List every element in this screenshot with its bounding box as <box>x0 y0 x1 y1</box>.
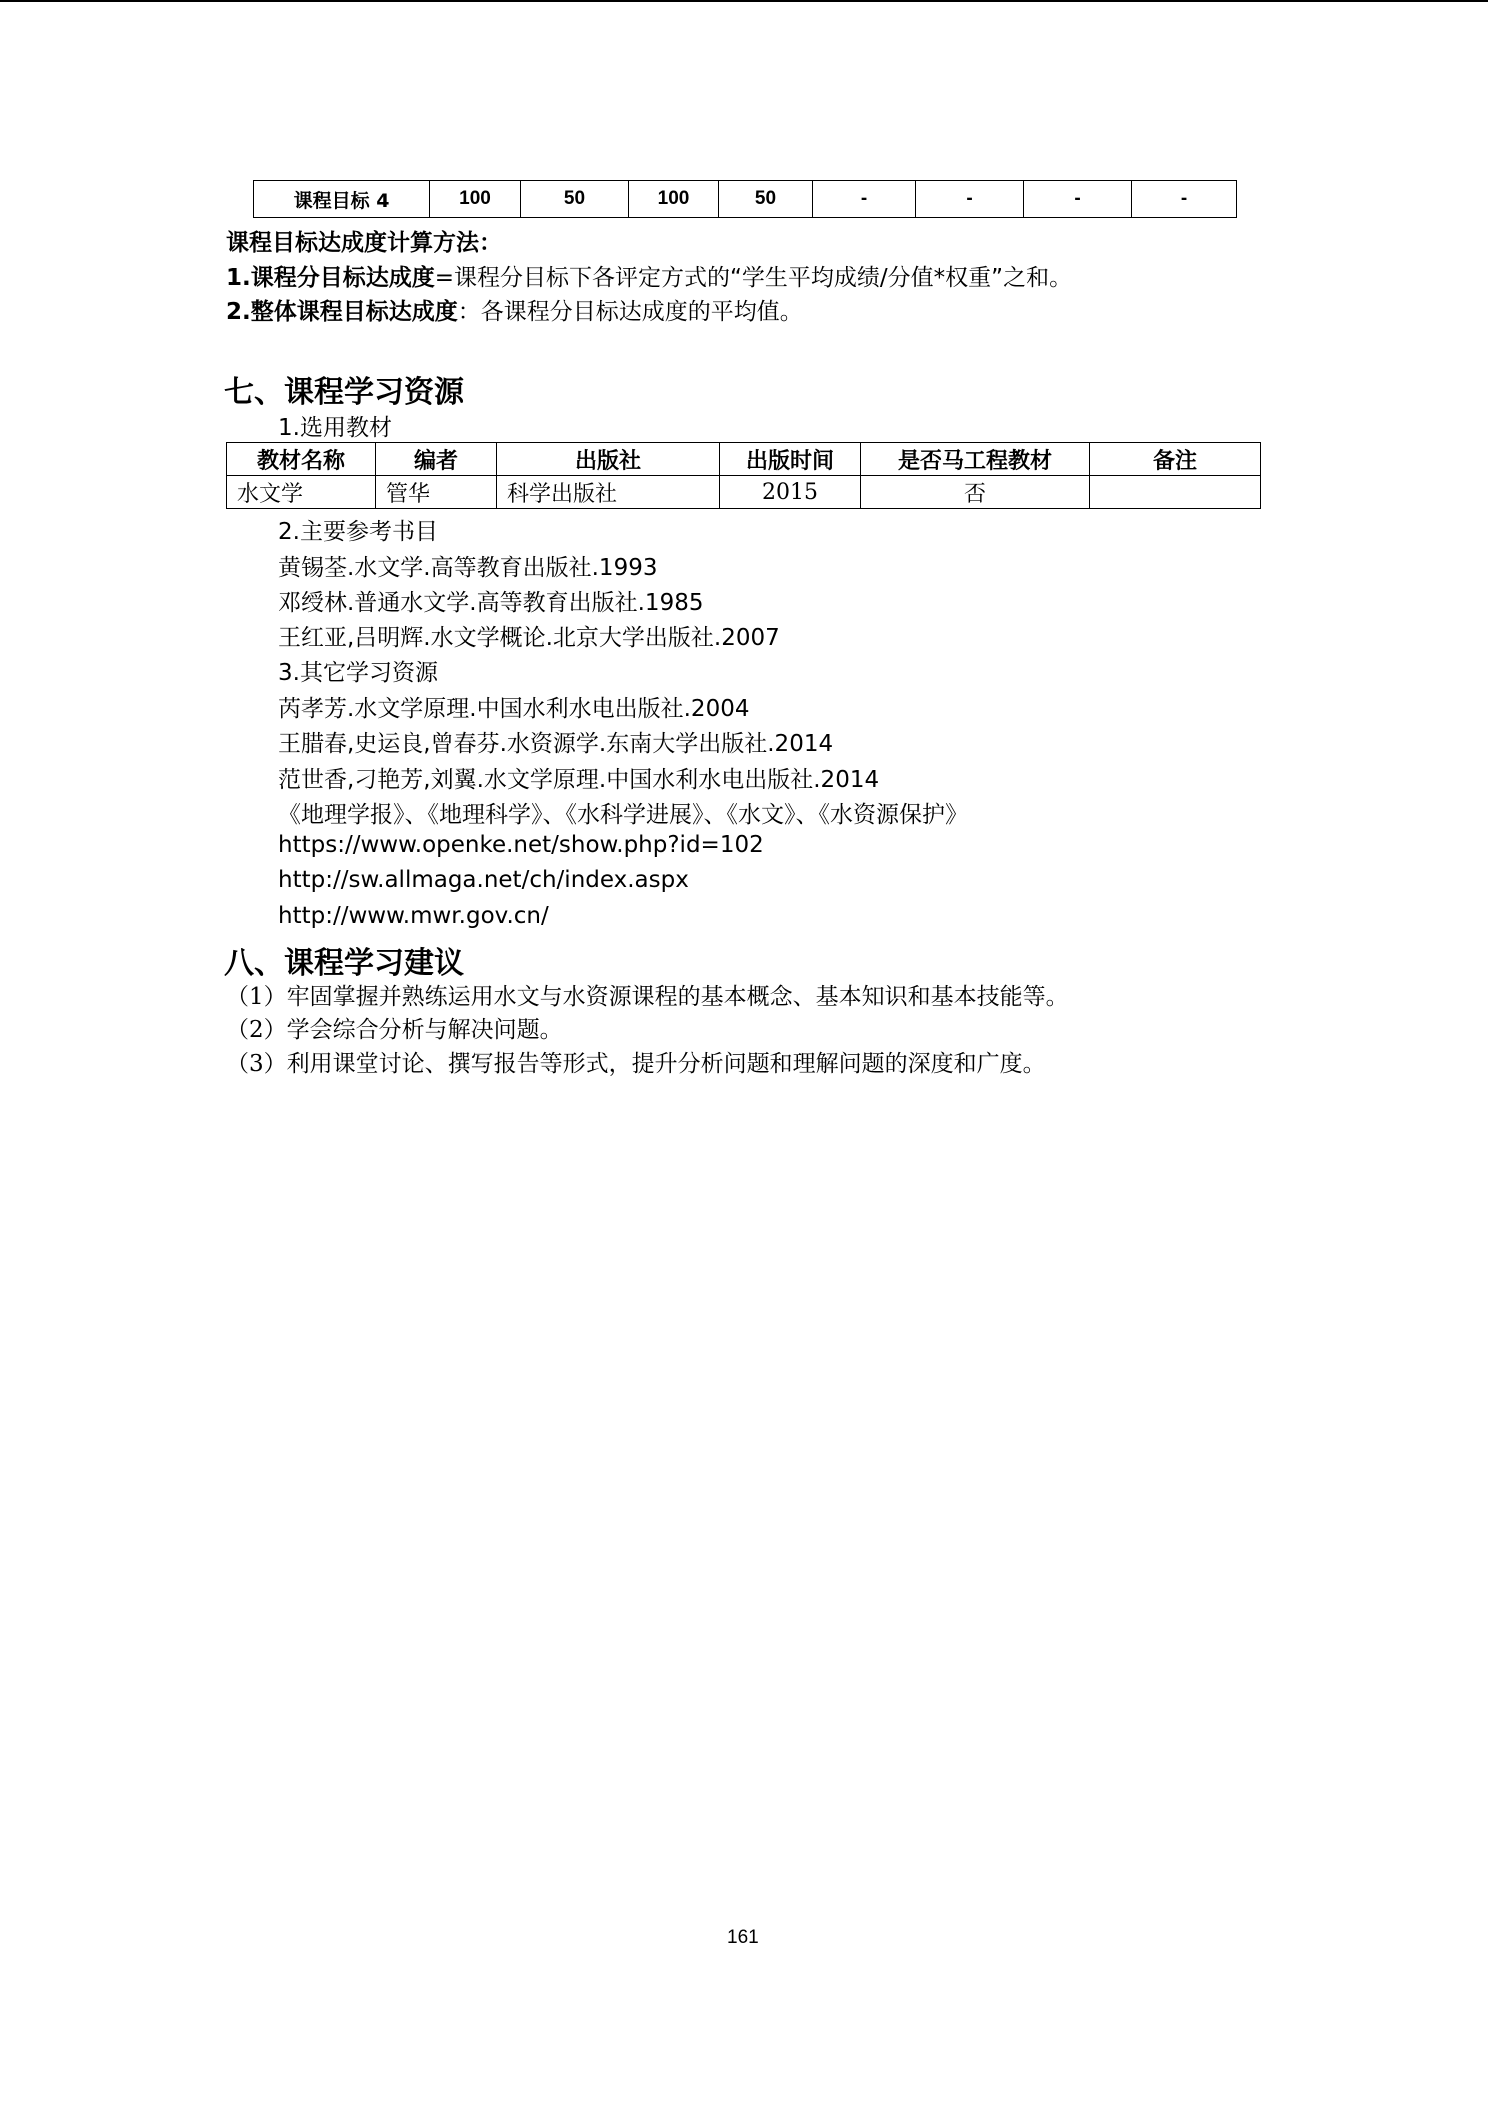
resource-item: 范世香,刁艳芳,刘翼.水文学原理.中国水利水电出版社.2014 <box>278 767 880 793</box>
resource-item: 王腊春,史运良,曾春芬.水资源学.东南大学出版社.2014 <box>278 731 834 757</box>
method-item-1-label: 1.课程分目标达成度 <box>226 265 435 291</box>
table-cell: 100 <box>430 181 521 218</box>
resource-link[interactable]: https://www.openke.net/show.php?id=102 <box>278 832 764 858</box>
table-cell: 管华 <box>376 476 497 509</box>
table-header-cell: 备注 <box>1090 443 1261 476</box>
table-cell: - <box>813 181 916 218</box>
table-cell: 课程目标 4 <box>254 181 430 218</box>
section-8-heading: 八、课程学习建议 <box>224 946 464 981</box>
table-header-cell: 出版时间 <box>720 443 861 476</box>
references-subheading: 2.主要参考书目 <box>278 519 438 545</box>
table-cell: 50 <box>719 181 813 218</box>
method-item-1 <box>226 259 1072 292</box>
table-header-cell: 编者 <box>376 443 497 476</box>
table-header-row <box>227 443 1261 476</box>
method-item-2 <box>226 293 803 326</box>
table-row <box>254 181 1237 218</box>
score-table <box>253 180 1237 218</box>
resource-item: 《地理学报》、《地理科学》、《水科学进展》、《水文》、《水资源保护》 <box>278 802 968 828</box>
table-cell: - <box>1132 181 1237 218</box>
table-cell: 科学出版社 <box>497 476 720 509</box>
resource-item: 芮孝芳.水文学原理.中国水利水电出版社.2004 <box>278 696 750 722</box>
table-header-cell: 是否马工程教材 <box>861 443 1090 476</box>
other-resources-subheading: 3.其它学习资源 <box>278 660 438 686</box>
table-cell: 50 <box>521 181 629 218</box>
table-cell: - <box>1024 181 1132 218</box>
table-cell: 否 <box>861 476 1090 509</box>
page-number: 161 <box>727 1927 759 1948</box>
resource-link[interactable]: http://sw.allmaga.net/ch/index.aspx <box>278 867 689 893</box>
reference-item: 王红亚,吕明辉.水文学概论.北京大学出版社.2007 <box>278 625 780 651</box>
table-cell: - <box>916 181 1024 218</box>
table-cell: 水文学 <box>227 476 376 509</box>
table-header-cell: 出版社 <box>497 443 720 476</box>
resource-link[interactable]: http://www.mwr.gov.cn/ <box>278 903 549 929</box>
suggestion-item: （1）牢固掌握并熟练运用水文与水资源课程的基本概念、基本知识和基本技能等。 <box>226 984 1069 1010</box>
table-header-cell: 教材名称 <box>227 443 376 476</box>
section-7-heading: 七、课程学习资源 <box>224 375 464 410</box>
method-item-2-label: 2.整体课程目标达成度 <box>226 299 458 325</box>
suggestion-item: （2）学会综合分析与解决问题。 <box>226 1017 563 1043</box>
method-item-1-text: =课程分目标下各评定方式的“学生平均成绩/分值*权重”之和。 <box>434 265 1073 291</box>
suggestion-item: （3）利用课堂讨论、撰写报告等形式，提升分析问题和理解问题的深度和广度。 <box>226 1051 1046 1077</box>
reference-item: 黄锡荃.水文学.高等教育出版社.1993 <box>278 555 658 581</box>
page-top-border <box>0 0 1488 2</box>
textbook-subheading: 1.选用教材 <box>278 415 392 441</box>
method-item-2-text: ：各课程分目标达成度的平均值。 <box>457 299 803 325</box>
table-row <box>227 476 1261 509</box>
table-cell: 2015 <box>720 476 861 509</box>
textbook-table <box>226 442 1261 509</box>
table-cell: 100 <box>629 181 719 218</box>
reference-item: 邓绶林.普通水文学.高等教育出版社.1985 <box>278 590 704 616</box>
table-cell <box>1090 476 1261 509</box>
method-title: 课程目标达成度计算方法： <box>226 230 502 256</box>
